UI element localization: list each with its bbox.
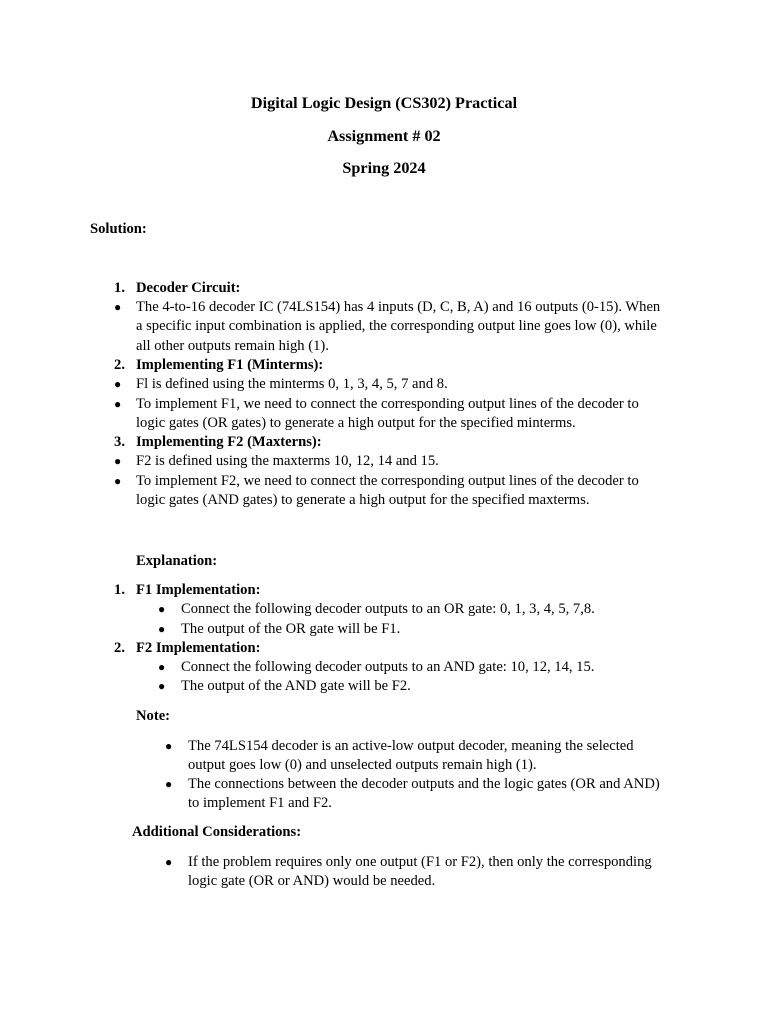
bullet-text: Connect the following decoder outputs to an AND gate: 10, 12, 14, 15. [181, 659, 595, 675]
explanation-number: 2. [114, 640, 125, 656]
section-number: 1. [114, 280, 125, 296]
text-line: If the problem requires only one output (F1 or F2), then only the corresponding [188, 854, 652, 870]
section-heading-implementing-f2: Implementing F2 (Maxterns): [136, 434, 322, 450]
note-label: Note: [136, 708, 171, 724]
bullet-icon: ● [114, 474, 122, 488]
bullet-icon: ● [165, 739, 173, 753]
bullet-icon: ● [165, 855, 173, 869]
bullet-icon: ● [165, 777, 173, 791]
bullet-text: Connect the following decoder outputs to an OR gate: 0, 1, 3, 4, 5, 7,8. [181, 601, 595, 617]
bullet-text [136, 472, 639, 511]
text-line: To implement F2, we need to connect the corresponding output lines of the decoder to [136, 473, 639, 489]
text-line: logic gate (OR or AND) would be needed. [188, 873, 436, 890]
explanation-heading-f1: F1 Implementation: [136, 582, 261, 598]
text-line: The connections between the decoder outputs and the logic gates (OR and AND) [188, 776, 660, 792]
text-line: to implement F1 and F2. [188, 795, 332, 812]
bullet-text [136, 375, 448, 394]
explanation-label: Explanation: [136, 553, 218, 569]
text-line: The 74LS154 decoder is an active-low output decoder, meaning the selected [188, 738, 634, 754]
term-label: Spring 2024 [342, 159, 426, 177]
text-line: all other outputs remain high (1). [136, 337, 329, 354]
text-line: logic gates (AND gates) to generate a high output for the specified maxterms. [136, 492, 590, 509]
bullet-text [136, 395, 639, 434]
bullet-icon: ● [114, 300, 122, 314]
text-line: output goes low (0) and unselected outputs remain high (1). [188, 757, 537, 774]
bullet-text [188, 737, 634, 776]
bullet-text: The output of the AND gate will be F2. [181, 678, 411, 694]
text-line: a specific input combination is applied, the corresponding output line goes low (0), while [136, 318, 657, 335]
bullet-text [136, 452, 439, 471]
assignment-number: Assignment # 02 [327, 127, 441, 145]
additional-considerations-label: Additional Considerations: [132, 824, 302, 840]
solution-label: Solution: [90, 221, 147, 237]
bullet-icon: ● [158, 622, 166, 636]
section-number: 3. [114, 434, 125, 450]
bullet-icon: ● [158, 679, 166, 693]
section-heading-decoder-circuit: Decoder Circuit: [136, 280, 241, 296]
bullet-text: The output of the OR gate will be F1. [181, 621, 401, 637]
section-heading-implementing-f1: Implementing F1 (Minterms): [136, 357, 324, 373]
text-line: F2 is defined using the maxterms 10, 12, 14 and 15. [136, 453, 439, 469]
explanation-number: 1. [114, 582, 125, 598]
bullet-icon: ● [158, 660, 166, 674]
text-line: Fl is defined using the minterms 0, 1, 3, 4, 5, 7 and 8. [136, 376, 448, 392]
bullet-icon: ● [114, 397, 122, 411]
section-number: 2. [114, 357, 125, 373]
bullet-text [188, 853, 652, 892]
bullet-text [136, 298, 660, 356]
bullet-icon: ● [114, 377, 122, 391]
text-line: logic gates (OR gates) to generate a high output for the specified minterms. [136, 415, 576, 432]
bullet-text [188, 775, 660, 814]
explanation-heading-f2: F2 Implementation: [136, 640, 261, 656]
text-line: To implement F1, we need to connect the corresponding output lines of the decoder to [136, 396, 639, 412]
bullet-icon: ● [114, 454, 122, 468]
bullet-icon: ● [158, 602, 166, 616]
text-line: The 4-to-16 decoder IC (74LS154) has 4 inputs (D, C, B, A) and 16 outputs (0-15). When [136, 299, 661, 315]
document-title: Digital Logic Design (CS302) Practical [250, 94, 518, 112]
